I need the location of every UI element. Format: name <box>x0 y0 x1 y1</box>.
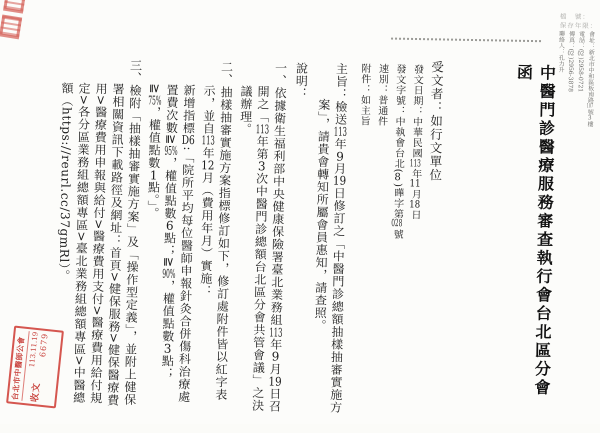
received-stamp-number: 6679 <box>38 332 50 358</box>
received-stamp-org: 台北市中醫師公會 <box>9 330 29 401</box>
recipient-line: 受文者：如行文單位 <box>427 60 445 182</box>
explanation-item: 三、檢附「抽樣抽審實施方案」及「操作型定義」，並附上健保署相關資訊下載路徑及網址：首頁>健保服務>健保醫療費用>醫療費用申報與給付>醫療費用支付>醫療費用給付規定>各分區業務組總額專區>臺北業務組總額專區>中醫總額（https://reurl.cc/37gmRl）。 <box>56 58 143 407</box>
letter-body-flow <box>50 58 425 416</box>
seal-glyph <box>0 14 22 39</box>
speed-line: 速別：普通件 <box>375 63 388 127</box>
explanation-item: 新增指標D6:「院所平均每位醫師申報針灸合併傷科治療處置費次數≧95%，權值點數6點；≧90%，權值點數3點；≧75%，權值點數1點。」。 <box>145 83 197 404</box>
contact-block <box>553 30 597 147</box>
contact-phone: 電話：(02)2958-0721 <box>576 30 585 93</box>
contact-address: 會址：新北市中和區板南路107號3樓 <box>586 30 595 128</box>
file-number-label: 檔 號： <box>559 12 591 22</box>
fold-dotted-line <box>391 38 541 43</box>
retention-label: 保存年限： <box>559 21 598 31</box>
contact-fax: 傳真：(02)2956-3878 <box>566 30 575 93</box>
explanation-item: 一、依據衛生福利部中央健康保險署臺北業務組113年9月19日召開之「113年第3次中醫門診總額台北區分會共管會議」之決議辦理。 <box>238 61 288 413</box>
issue-date-line: 發文日期：中華民國113年11月18日 <box>408 63 423 221</box>
received-stamp <box>8 328 62 408</box>
letter-title: 中醫門診醫療服務審查執行會台北區分會 函 <box>514 63 557 416</box>
attachment-line: 附件：如主旨 <box>358 63 371 127</box>
explanation-label: 說明： <box>293 61 309 100</box>
received-stamp-date: 113.11.19 <box>27 331 40 368</box>
archive-corner-labels <box>560 13 598 32</box>
received-stamp-label: 收文 <box>29 381 42 403</box>
seal-glyph <box>3 0 26 14</box>
doc-number-line: 發文字號：中執會台北(8)曄字第028號 <box>391 63 406 240</box>
explanation-item: 二、抽樣抽審實施方案指標修訂如下，修訂處附件皆以紅字表示，並自113年12月（費用年月）實施： <box>198 60 234 401</box>
contact-person: 聯絡人：孔力升 <box>556 30 565 73</box>
subject-paragraph: 主旨：檢送113年9月19日修訂之「中醫門診總額抽樣抽審實施方案」，請貴會轉知所屬會員惠知，請查照。 <box>312 62 349 414</box>
